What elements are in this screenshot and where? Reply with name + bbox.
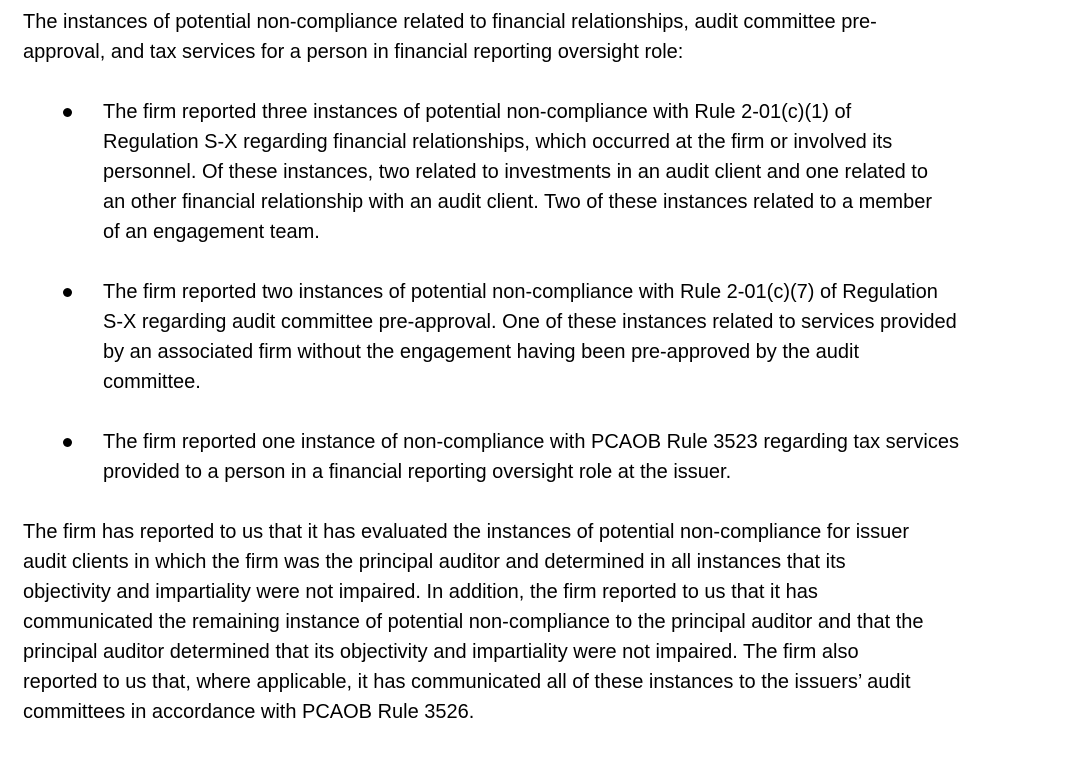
bullet-text: The firm reported three instances of potential non-compliance with Rule 2-01(c)(1) of Regulation S-X regarding financial relationships, which occurred at the firm or involved its personnel. Of these instances, two related to investments in an audit client and one related to an other financial relationship with an audit client. Two of these instances related to a member of an engagement team.: [103, 101, 932, 243]
bullet-item-financial-relationships: [23, 97, 1063, 247]
bullet-dot-icon: [63, 108, 72, 117]
bullet-dot-icon: [63, 288, 72, 297]
bullet-text: The firm reported two instances of potential non-compliance with Rule 2-01(c)(7) of Regulation S-X regarding audit committee pre-approval. One of these instances related to services provided by an associated firm without the engagement having been pre-approved by the audit committee.: [103, 281, 957, 393]
intro-paragraph: The instances of potential non-compliance related to financial relationships, audit committee pre- approval, and tax services for a person in financial reporting oversight role:: [23, 11, 877, 63]
bullet-item-pre-approval: [23, 277, 1063, 397]
bullet-item-tax-services: [23, 427, 1063, 487]
closing-paragraph: The firm has reported to us that it has evaluated the instances of potential non-compliance for issuer audit clients in which the firm was the principal auditor and determined in all instances that its objectivity and impartiality were not impaired. In addition, the firm reported to us that it has communicated the remaining instance of potential non-compliance to the principal auditor and that the principal auditor determined that its objectivity and impartiality were not impaired. The firm also reported to us that, where applicable, it has communicated all of these instances to the issuers’ audit committees in accordance with PCAOB Rule 3526.: [23, 521, 924, 723]
bullet-list: [23, 97, 1063, 487]
document-page: [23, 7, 1063, 727]
bullet-text: The firm reported one instance of non-compliance with PCAOB Rule 3523 regarding tax services provided to a person in a financial reporting oversight role at the issuer.: [103, 431, 959, 483]
bullet-dot-icon: [63, 438, 72, 447]
